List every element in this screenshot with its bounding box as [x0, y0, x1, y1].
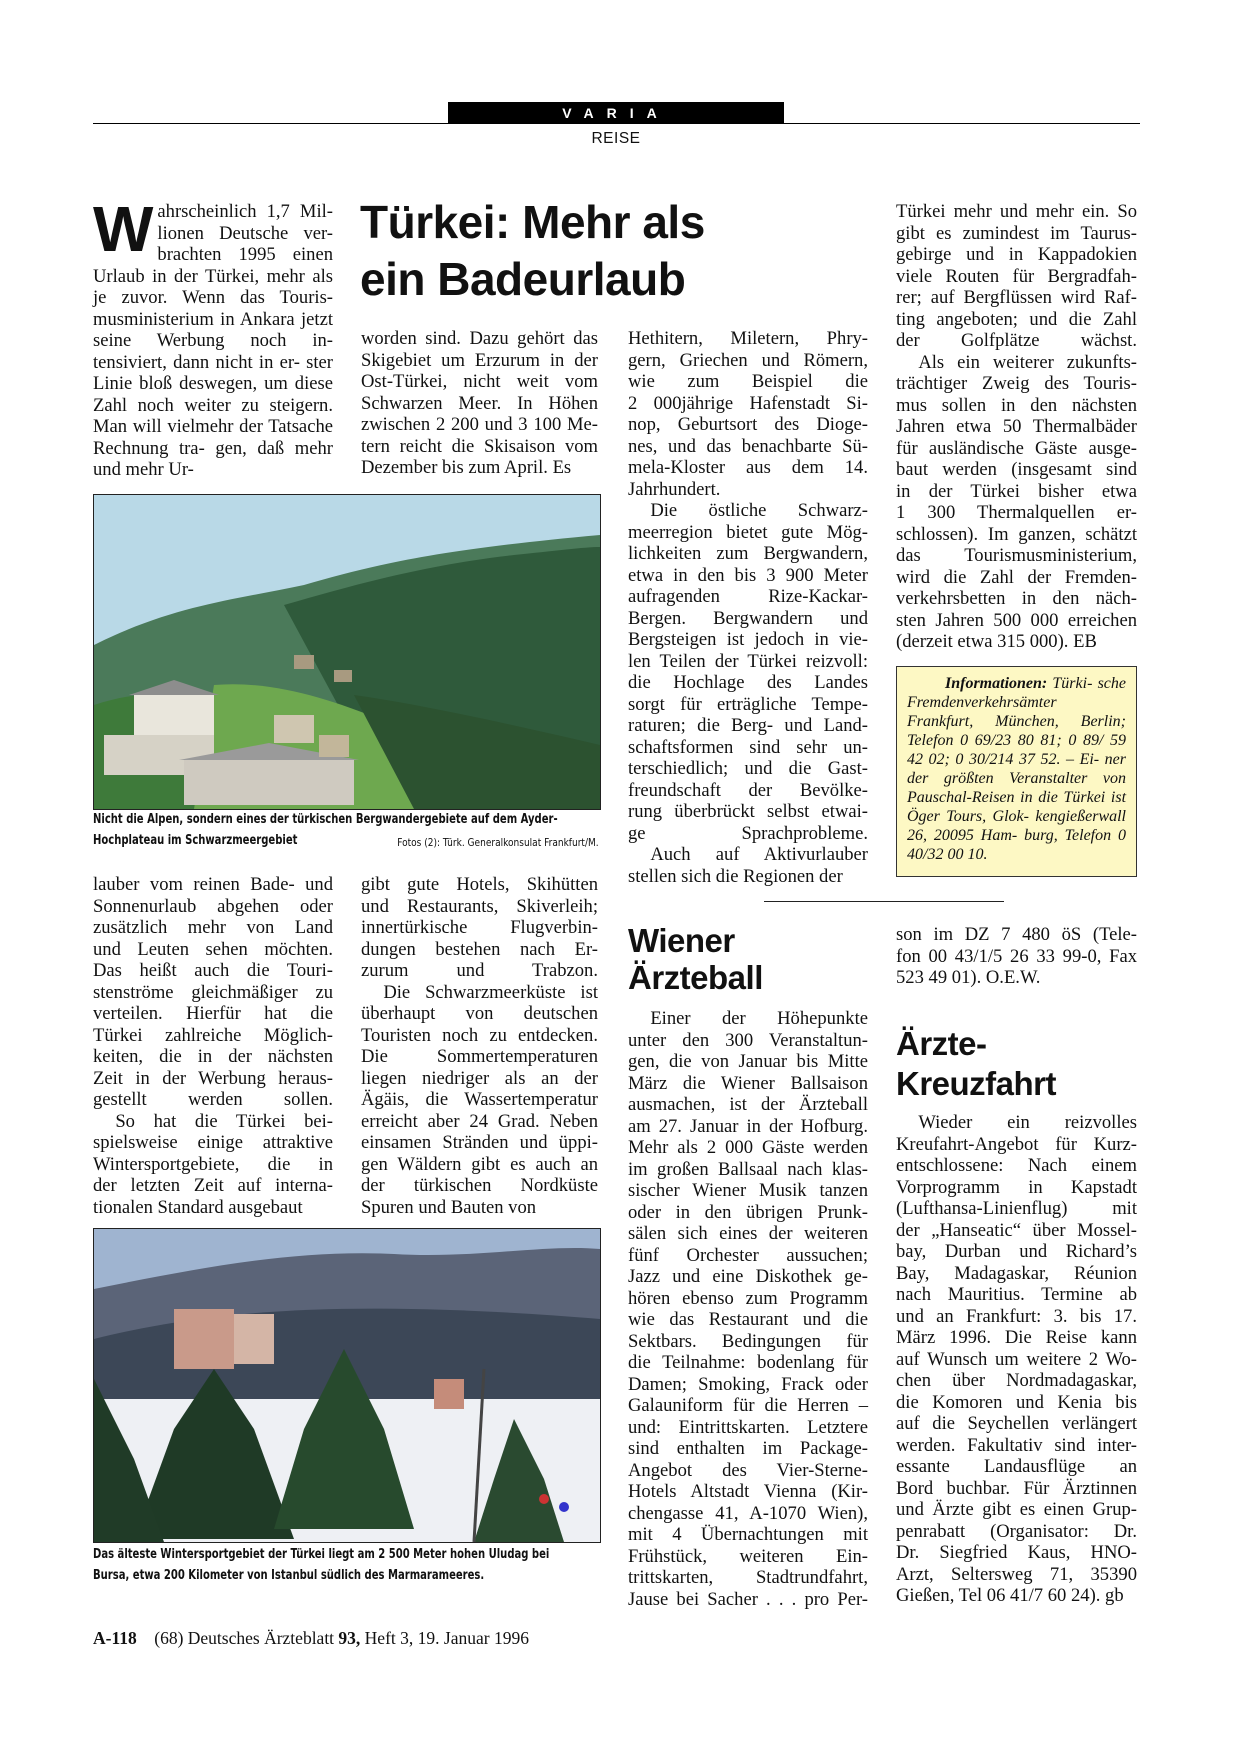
- text-line: Die Schwarzmeerküste ist: [383, 981, 598, 1003]
- text-line: spielsweise einige attraktive: [93, 1132, 333, 1153]
- text-line: Türkei mehr und mehr ein. So: [896, 201, 1137, 222]
- text-line: der Tatsache Rechnung tra-: [93, 416, 333, 459]
- text-line: und Ärzte gibt es einen Grup-: [896, 1499, 1137, 1520]
- text-line: Zeit in der Werbung heraus-: [93, 1067, 333, 1089]
- text-line: wie zum Beispiel die: [628, 371, 868, 392]
- text-line: Ägäis, die Wassertemperatur: [361, 1089, 598, 1110]
- text-line: ahrscheinlich 1,7 Mil-: [157, 201, 333, 222]
- text-line: auf die Seychellen verlängert: [896, 1413, 1137, 1434]
- text-line: Jazz und eine Diskothek ge-: [628, 1266, 868, 1287]
- text-line: Hethitern, Miletern, Phry-: [628, 328, 868, 349]
- text-line: bay, Durban und Richard’s: [896, 1241, 1137, 1262]
- text-line: Die Sommertemperaturen: [361, 1046, 598, 1067]
- text-line: Galauniform für die Herren –: [628, 1395, 868, 1416]
- photo2-caption-line1: Das älteste Wintersportgebiet der Türkei liegt am 2 500 Meter hohen Uludag bei: [93, 1546, 550, 1562]
- text-line: chengasse 41, A-1070 Wien),: [628, 1502, 868, 1524]
- photo2-caption-line2: Bursa, etwa 200 Kilometer von Istanbul südlich des Marmarameeres.: [93, 1567, 485, 1583]
- text-line: Kreufahrt-Angebot für Kurz-: [896, 1133, 1137, 1155]
- text-line: Spuren und Bauten von: [361, 1196, 537, 1218]
- text-line: am 27. Januar in der Hofburg.: [628, 1115, 868, 1137]
- text-line: Mehr als 2 000 Gäste werden: [628, 1137, 868, 1158]
- turkey-col1-bottom: [93, 874, 333, 1218]
- text-line: son im DZ 7 480 öS (Tele-: [896, 924, 1137, 945]
- text-line: mit 4 Übernachtungen mit: [628, 1524, 868, 1545]
- text-line: Das heißt auch die Touri-: [93, 960, 333, 981]
- text-line: gestellt werden sollen.: [93, 1089, 333, 1110]
- kreuzfahrt-body: [896, 1112, 1137, 1607]
- text-line: Bergsteigen ist jedoch in vie-: [628, 629, 868, 650]
- text-line: fon 00 43/1/5 26 33 99-0, Fax: [896, 945, 1137, 967]
- text-line: ge Sprachprobleme.: [628, 822, 868, 844]
- text-line: rung überbrückt selbst etwai-: [628, 801, 868, 822]
- text-line: (Lufthansa-Linienflug) mit: [896, 1198, 1137, 1219]
- text-line: len Teilen der Türkei reizvoll:: [628, 650, 868, 672]
- text-line: nes, und das benachbarte Sü-: [628, 435, 868, 457]
- text-line: Angebot des Vier-Sterne-: [628, 1459, 868, 1481]
- text-line: aufragenden Rize-Kackar-: [628, 586, 868, 607]
- text-line: Dezember bis zum April. Es: [361, 457, 572, 478]
- text-line: 523 49 01). O.E.W.: [896, 967, 1041, 988]
- text-line: erreicht aber 24 Grad. Neben: [361, 1110, 598, 1132]
- text-line: gibt es zumindest im Taurus-: [896, 222, 1137, 244]
- text-line: unter den 300 Veranstaltun-: [628, 1029, 868, 1051]
- header-rule: [93, 123, 1140, 124]
- text-line: rer; auf Bergflüssen wird Raf-: [896, 287, 1137, 308]
- text-line: diese Zahl noch weiter zu: [93, 373, 333, 416]
- text-line: der türkischen Nordküste: [361, 1175, 598, 1196]
- article-title-turkey: Türkei: Mehr als ein Badeurlaub: [360, 196, 705, 305]
- text-line: essante Landausflüge an: [896, 1456, 1137, 1477]
- text-line: Telefon 0 69/23 80 81; 0 89/: [907, 732, 1104, 749]
- text-line: die Komoren und Kenia bis: [896, 1391, 1137, 1413]
- text-line: zwischen 2 200 und 3 100 Me-: [361, 414, 598, 435]
- text-line: Frühstück, weiteren Ein-: [628, 1545, 868, 1567]
- mountain-landscape-image: [94, 495, 600, 809]
- text-line: chen über Nordmadagaskar,: [896, 1370, 1137, 1391]
- text-line: März die Wiener Ballsaison: [628, 1072, 868, 1094]
- text-line: März 1996. Die Reise kann: [896, 1327, 1137, 1348]
- text-line: Schwarzen Meer. In Höhen: [361, 392, 598, 414]
- text-line: meerregion bietet gute Mög-: [628, 521, 868, 543]
- text-line: wird die Zahl der Fremden-: [896, 566, 1137, 588]
- text-line: Auch auf Aktivurlauber: [650, 844, 868, 865]
- text-line: gern, Griechen und Römern,: [628, 349, 868, 371]
- text-line: Sonnenurlaub abgehen oder: [93, 895, 333, 917]
- text-line: gen, die von Januar bis Mitte: [628, 1051, 868, 1072]
- page-number: A-118: [93, 1628, 137, 1648]
- text-line: sischer Wiener Musik tanzen: [628, 1180, 868, 1201]
- text-line: lionen Deutsche ver-: [157, 222, 333, 244]
- text-line: musministerium in Ankara: [93, 308, 295, 330]
- photo-uludag: [93, 1228, 601, 1543]
- text-line: gen, daß mehr und mehr Ur-: [93, 437, 333, 480]
- text-line: hören ebenso zum Programm: [628, 1287, 868, 1309]
- text-line: Ost-Türkei, nicht weit vom: [361, 371, 598, 392]
- text-line: Wieder ein reizvolles: [918, 1112, 1137, 1133]
- text-line: im großen Ballsaal nach klas-: [628, 1158, 868, 1180]
- text-line: penrabatt (Organisator: Dr.: [896, 1520, 1137, 1542]
- text-line: trächtiger Zweig des Touris-: [896, 373, 1137, 394]
- text-line: (derzeit etwa 315 000). EB: [896, 631, 1097, 652]
- turkey-col4: [896, 201, 1137, 653]
- text-line: Wintersportgebiete, die in: [93, 1153, 333, 1175]
- text-line: der letzten Zeit auf interna-: [93, 1175, 333, 1196]
- text-line: verkehrsbetten in den näch-: [896, 588, 1137, 609]
- text-line: burg, Telefon 0 40/32 00 10.: [907, 827, 1127, 863]
- issue-date: Heft 3, 19. Januar 1996: [364, 1628, 529, 1648]
- text-line: Sektbars. Bedingungen für: [628, 1330, 868, 1352]
- text-line: baut werden (insgesamt sind: [896, 459, 1137, 480]
- photo1-caption-line2: Hochplateau im Schwarzmeergebiet: [93, 832, 298, 848]
- text-line: Türkei ist Öger Tours, Glok-: [907, 789, 1127, 825]
- text-line: entschlossene: Nach einem: [896, 1155, 1137, 1176]
- text-line: der „Hanseatic“ über Mossel-: [896, 1219, 1137, 1241]
- text-line: und Restaurants, Skiverleih;: [361, 895, 598, 917]
- text-line: mus sollen in den nächsten: [896, 394, 1137, 416]
- text-line: Damen; Smoking, Frack oder: [628, 1373, 868, 1395]
- text-line: tionalen Standard ausgebaut: [93, 1196, 303, 1218]
- text-line: Bergen. Bergwandern und: [628, 607, 868, 629]
- text-line: trittskarten, Stadtrundfahrt,: [628, 1567, 868, 1588]
- text-line: der Golfplätze wächst.: [896, 330, 1137, 351]
- text-line: gen Wäldern gibt es auch an: [361, 1153, 598, 1175]
- text-line: Urlaub in der Türkei, mehr: [93, 265, 305, 287]
- text-line: gibt gute Hotels, Skihütten: [361, 874, 598, 895]
- text-line: von Pauschal-Reisen in die: [907, 770, 1127, 806]
- text-line: 2 000jährige Hafenstadt Si-: [628, 392, 868, 414]
- info-lines: [907, 675, 1126, 863]
- text-line: tern reicht die Skisaison vom: [361, 435, 598, 457]
- article-title-aerzteball: Wiener Ärzteball: [628, 922, 763, 996]
- text-line: sorgt für erträgliche Tempe-: [628, 693, 868, 715]
- text-line: gebirge und in Kappadokien: [896, 244, 1137, 265]
- text-line: nach Mauritius. Termine ab: [896, 1284, 1137, 1305]
- turkey-col3: [628, 328, 868, 887]
- section-rule: [764, 901, 1004, 902]
- text-line: Bord buchbar. Für Ärztinnen: [896, 1477, 1137, 1499]
- text-line: Skigebiet um Erzurum in der: [361, 349, 598, 371]
- text-line: terschiedlich; und die Gast-: [628, 758, 868, 779]
- text-line: Vorprogramm in Kapstadt: [896, 1176, 1137, 1198]
- text-line: Jahrhundert.: [628, 478, 721, 500]
- text-line: Als ein weiterer zukunfts-: [918, 351, 1137, 373]
- text-line: liegen niedriger als an der: [361, 1067, 598, 1089]
- text-line: ner der größten Veranstalter: [907, 751, 1126, 787]
- text-line: die Teilnahme: bodenlang für: [628, 1352, 868, 1373]
- aerzteball-body: [628, 1008, 868, 1610]
- page-footer: [93, 1628, 529, 1649]
- text-line: freundschaft der Bevölke-: [628, 779, 868, 801]
- section-banner: VARIA: [448, 102, 784, 124]
- ski-resort-image: [94, 1229, 600, 1542]
- article-title-kreuzfahrt: Ärzte- Kreuzfahrt: [896, 1025, 1057, 1102]
- text-line: werden. Fakultativ sind inter-: [896, 1434, 1137, 1456]
- photo-credit: Fotos (2): Türk. Generalkonsulat Frankfurt/M.: [397, 836, 599, 849]
- text-line: Frankfurt, München, Berlin;: [907, 713, 1126, 730]
- journal-name: (68) Deutsches Ärzteblatt: [154, 1628, 335, 1648]
- text-line: ting angeboten; und die Zahl: [896, 308, 1137, 330]
- turkey-col2-bottom: [361, 874, 598, 1218]
- text-line: sten Jahren 500 000 erreichen: [896, 609, 1137, 631]
- text-line: und Leuten sehen möchten.: [93, 938, 333, 960]
- text-line: 1 300 Thermalquellen er-: [896, 502, 1137, 523]
- text-line: einsamen Stränden und üppi-: [361, 1132, 598, 1153]
- text-line: Jahren etwa 50 Thermalbäder: [896, 416, 1137, 437]
- text-line: Bay, Madagaskar, Réunion: [896, 1262, 1137, 1284]
- text-line: in der Türkei bisher etwa: [896, 480, 1137, 502]
- photo-ayder-plateau: [93, 494, 601, 810]
- text-line: sche Fremdenverkehrsämter: [907, 675, 1126, 711]
- text-line: stellen sich die Regionen der: [628, 865, 843, 887]
- text-line: wie das Restaurant und die: [628, 1309, 868, 1330]
- text-line: etwa in den bis 3 900 Meter: [628, 564, 868, 586]
- text-line: sind enthalten im Package-: [628, 1438, 868, 1459]
- text-line: auf Wunsch um weitere 2 Wo-: [896, 1348, 1137, 1370]
- text-line: Arzt, Seltersweg 71, 35390: [896, 1563, 1137, 1585]
- text-line: Touristen noch zu entdecken.: [361, 1024, 598, 1046]
- text-line: schaftsformen sind sehr un-: [628, 736, 868, 758]
- text-line: jetzt seine Werbung noch in-: [93, 308, 333, 351]
- aerzteball-continued: [896, 924, 1137, 989]
- info-box: [896, 666, 1137, 877]
- rubric-label: REISE: [591, 130, 641, 147]
- text-line: kengießerwall 26, 20095 Ham-: [907, 808, 1126, 844]
- text-line: ausmachen, ist der Ärzteball: [628, 1094, 868, 1115]
- text-line: Jause bei Sacher . . . pro Per-: [628, 1588, 868, 1610]
- text-line: Einer der Höhepunkte: [650, 1008, 868, 1029]
- text-line: verteilen. Hierfür hat die: [93, 1003, 333, 1024]
- text-line: das Tourismusministerium,: [896, 545, 1137, 566]
- text-line: stenströme gleichmäßiger zu: [93, 981, 333, 1003]
- photo1-caption-line1: Nicht die Alpen, sondern eines der türkischen Bergwandergebiete auf dem Ayder-: [93, 811, 558, 827]
- text-line: für ausländische Gäste ausge-: [896, 437, 1137, 459]
- text-line: lauber vom reinen Bade- und: [93, 874, 333, 895]
- text-line: und an Frankfurt: 3. bis 17.: [896, 1305, 1137, 1327]
- text-line: worden sind. Dazu gehört das: [361, 328, 598, 349]
- text-line: mela-Kloster aus dem 14.: [628, 457, 868, 478]
- turkey-col1-top: [93, 193, 333, 481]
- text-line: keiten, die in der nächsten: [93, 1046, 333, 1067]
- text-line: oder in den übrigen Prunk-: [628, 1201, 868, 1223]
- text-line: lichkeiten zum Bergwandern,: [628, 543, 868, 564]
- text-line: nop, Geburtsort des Dioge-: [628, 414, 868, 435]
- info-label: Informationen:: [945, 675, 1048, 692]
- text-line: brachten 1995 einen: [157, 244, 333, 265]
- text-line: ster Linie bloß deswegen, um: [93, 351, 333, 394]
- text-line: Türki-: [1052, 675, 1093, 692]
- volume: 93,: [338, 1628, 361, 1648]
- text-line: raturen; die Berg- und Land-: [628, 715, 868, 736]
- text-line: dungen bestehen nach Er-: [361, 938, 598, 960]
- text-line: und: Eintrittskarten. Letztere: [628, 1416, 868, 1438]
- text-line: fünf Orchester aussuchen;: [628, 1244, 868, 1266]
- text-line: So hat die Türkei bei-: [115, 1110, 333, 1132]
- text-line: Hotels Altstadt Vienna (Kir-: [628, 1481, 868, 1502]
- text-line: 59 42 02; 0 30/214 37 52. – Ei-: [907, 732, 1126, 768]
- text-line: Dr. Siegfried Kaus, HNO-: [896, 1542, 1137, 1563]
- text-line: innertürkische Flugverbin-: [361, 917, 598, 938]
- text-line: steigern. Man will vielmehr: [93, 394, 333, 437]
- text-line: zurum und Trabzon.: [361, 960, 598, 981]
- text-line: schlossen). Im ganzen, schätzt: [896, 523, 1137, 545]
- text-line: Türkei zahlreiche Möglich-: [93, 1024, 333, 1046]
- text-line: tensiviert, dann nicht in er-: [93, 351, 300, 373]
- text-line: die Hochlage des Landes: [628, 672, 868, 693]
- text-line: zusätzlich mehr von Land: [93, 917, 333, 938]
- text-line: sälen sich eines der weiteren: [628, 1223, 868, 1244]
- dropcap: W: [93, 193, 154, 265]
- text-line: viele Routen für Bergradfah-: [896, 265, 1137, 287]
- text-line: überhaupt von deutschen: [361, 1003, 598, 1024]
- text-line: als je zuvor. Wenn das Touris-: [93, 265, 333, 308]
- turkey-col2-top: [361, 328, 598, 479]
- text-line: Die östliche Schwarz-: [650, 500, 868, 521]
- text-line: Gießen, Tel 06 41/7 60 24). gb: [896, 1585, 1124, 1606]
